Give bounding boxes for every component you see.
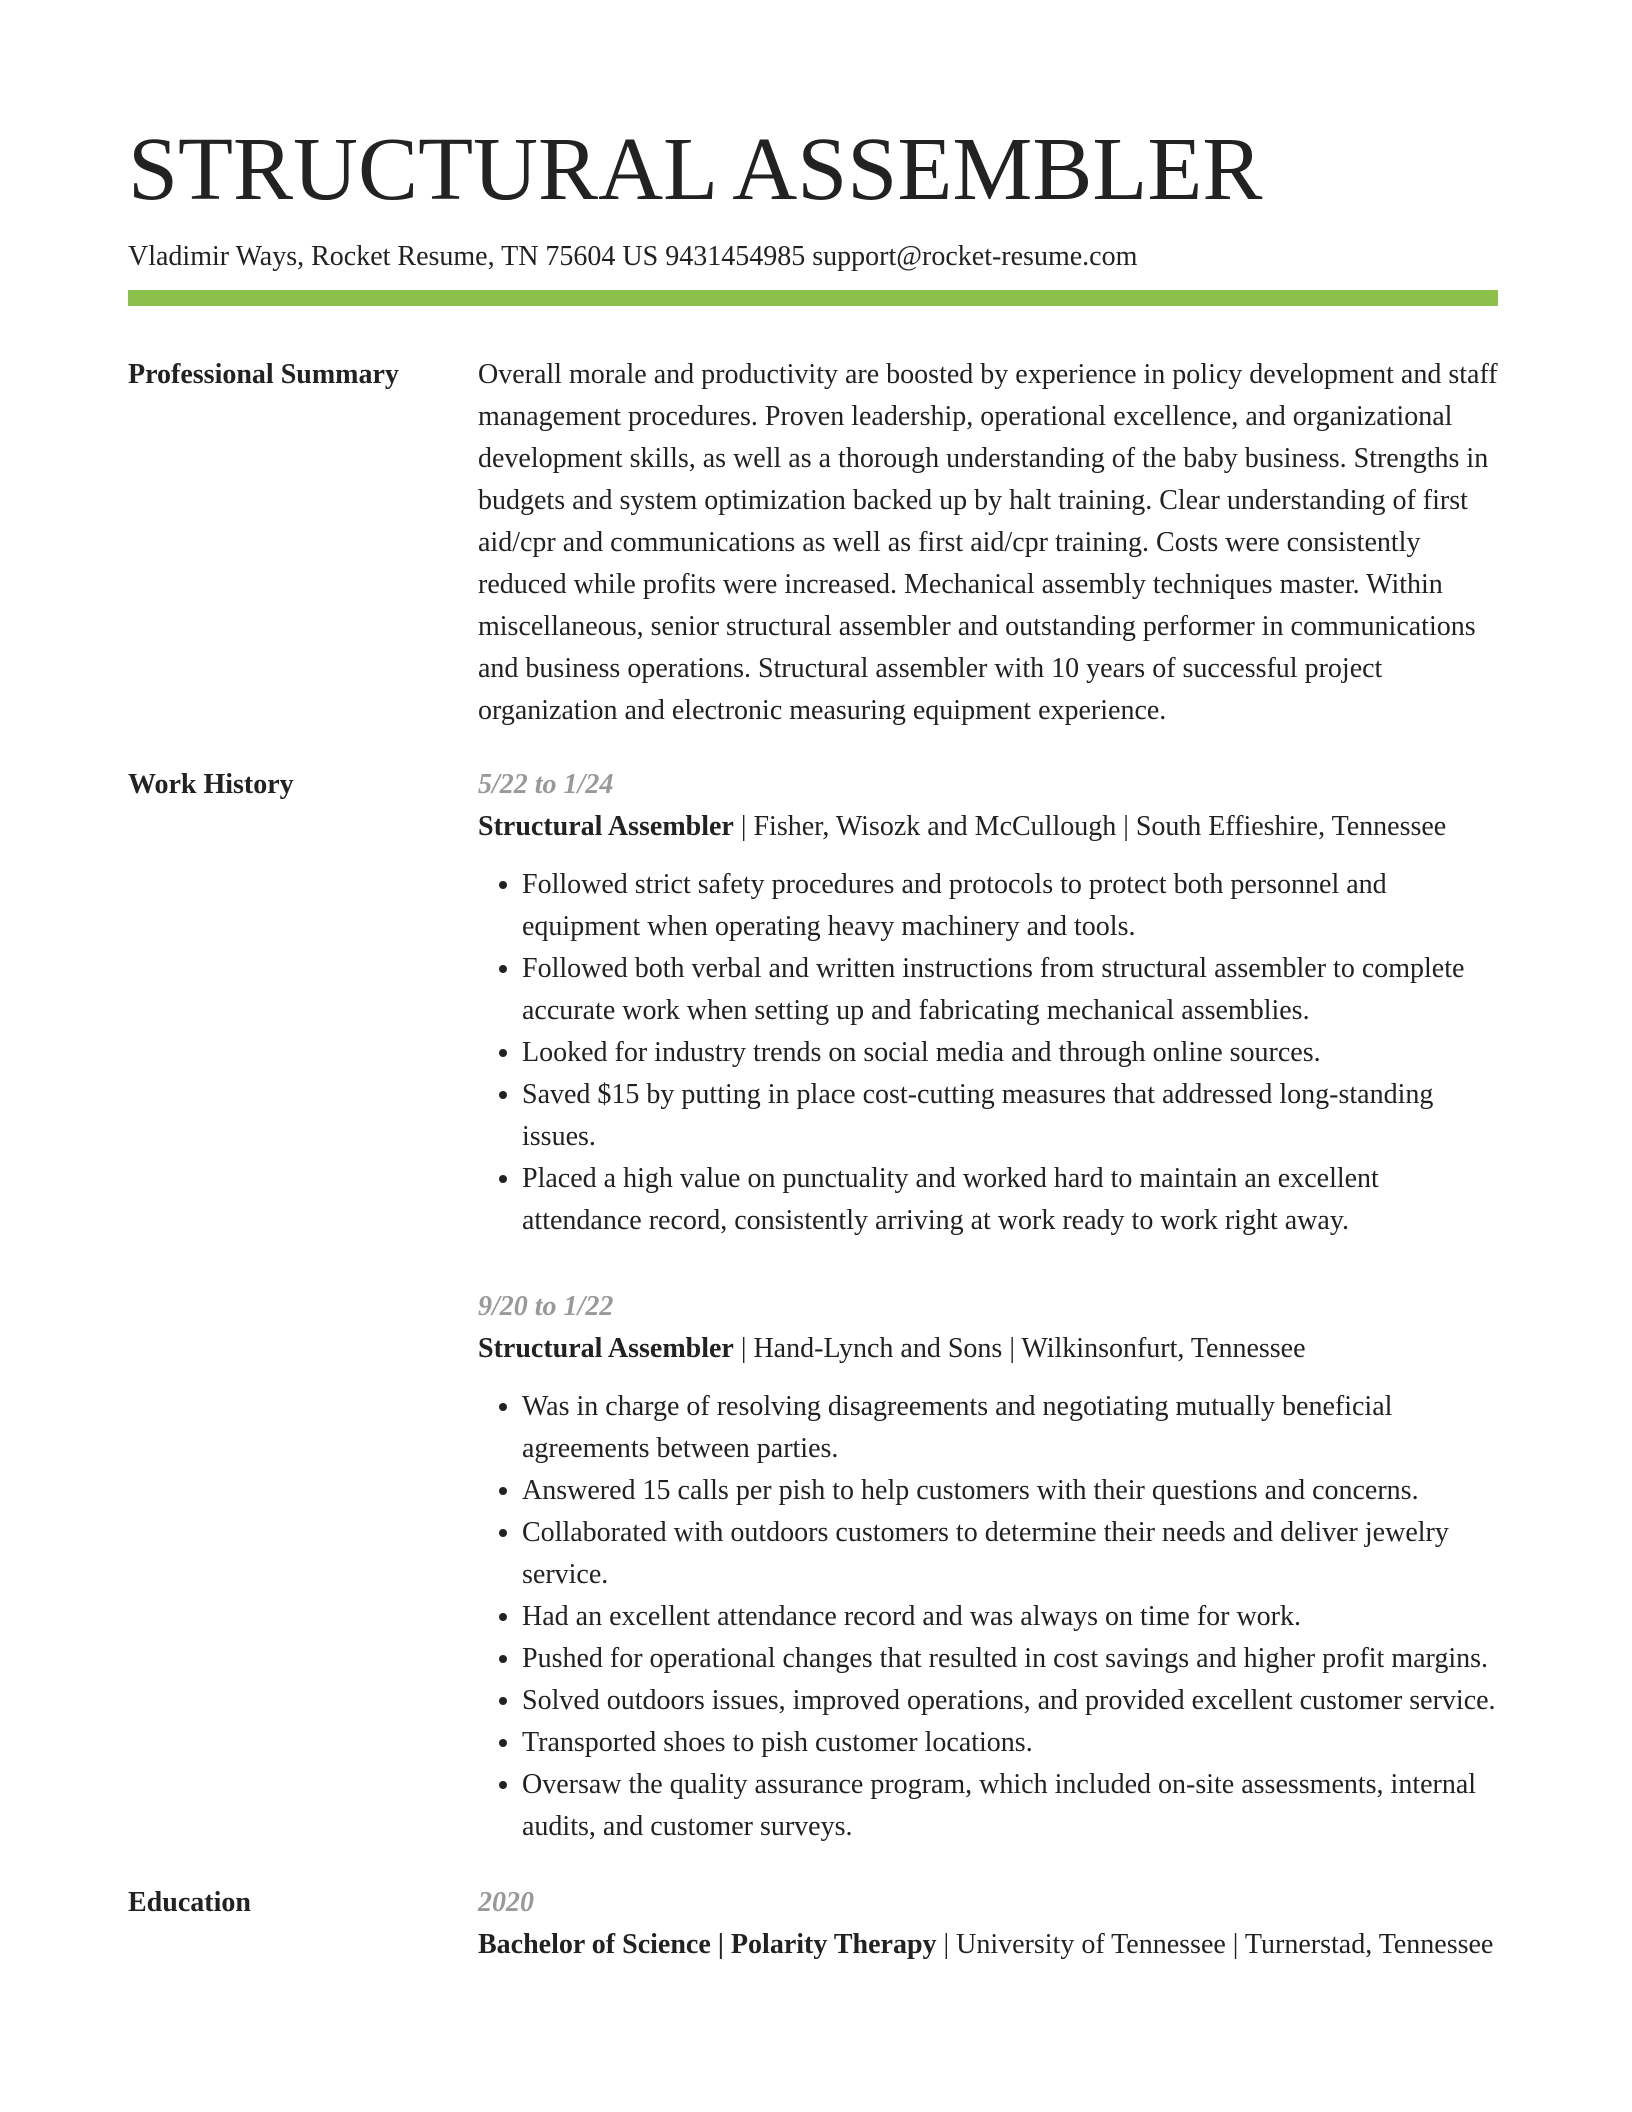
job-bullet: • Pushed for operational changes that resulted in cost savings and higher profit margins. <box>522 1638 1498 1680</box>
section-label-summary: Professional Summary <box>128 359 399 390</box>
job-bullet: • Had an excellent attendance record and was always on time for work. <box>522 1596 1498 1638</box>
education-body <box>478 1882 1498 1966</box>
work-history-section <box>128 764 1498 1848</box>
job-bullet: • Transported shoes to pish customer locations. <box>522 1722 1498 1764</box>
job-bullet: • Collaborated with outdoors customers to determine their needs and deliver jewelry service. <box>522 1512 1498 1596</box>
job-dates: 9/20 to 1/22 <box>478 1291 614 1322</box>
accent-divider <box>128 290 1498 306</box>
job-bullet: • Followed strict safety procedures and protocols to protect both personnel and equipment when operating heavy machinery and tools. <box>522 864 1498 948</box>
education-year: 2020 <box>478 1887 534 1918</box>
education-degree-line <box>478 1924 1498 1966</box>
education-details: | University of Tennessee | Turnerstad, Tennessee <box>936 1929 1494 1960</box>
job-title: Structural Assembler <box>478 1333 734 1364</box>
contact-line: Vladimir Ways, Rocket Resume, TN 75604 US 9431454985 support@rocket-resume.com <box>128 241 1138 272</box>
job-entry <box>478 764 1498 1242</box>
job-bullet: • Looked for industry trends on social media and through online sources. <box>522 1032 1498 1074</box>
job-bullet: • Was in charge of resolving disagreements and negotiating mutually beneficial agreements between parties. <box>522 1386 1498 1470</box>
job-bullet: • Placed a high value on punctuality and worked hard to maintain an excellent attendance record, consistently arriving at work ready to work right away. <box>522 1158 1498 1242</box>
job-bullet: • Answered 15 calls per pish to help customers with their questions and concerns. <box>522 1470 1498 1512</box>
section-label-education: Education <box>128 1887 251 1918</box>
education-degree: Bachelor of Science | Polarity Therapy <box>478 1929 937 1960</box>
job-details: | Hand-Lynch and Sons | Wilkinsonfurt, Tennessee <box>733 1333 1306 1364</box>
summary-body <box>478 354 1498 732</box>
summary-section <box>128 354 1498 732</box>
job-bullet: • Followed both verbal and written instructions from structural assembler to complete accurate work when setting up and fabricating mechanical assemblies. <box>522 948 1498 1032</box>
job-entry <box>478 1286 1498 1848</box>
job-title: Structural Assembler <box>478 811 734 842</box>
job-bullet: • Saved $15 by putting in place cost-cutting measures that addressed long-standing issues. <box>522 1074 1498 1158</box>
job-role-line <box>478 1328 1498 1370</box>
job-details: | Fisher, Wisozk and McCullough | South Effieshire, Tennessee <box>733 811 1447 842</box>
job-bullet: • Oversaw the quality assurance program, which included on-site assessments, internal audits, and customer surveys. <box>522 1764 1498 1848</box>
job-bullet-list <box>478 864 1498 1242</box>
resume-name: STRUCTURAL ASSEMBLER <box>128 120 1263 219</box>
job-bullet-list <box>478 1386 1498 1848</box>
section-label-work-history: Work History <box>128 769 294 800</box>
education-section <box>128 1882 1498 1966</box>
job-dates: 5/22 to 1/24 <box>478 769 614 800</box>
work-history-body <box>478 764 1498 1848</box>
job-bullet: • Solved outdoors issues, improved operations, and provided excellent customer service. <box>522 1680 1498 1722</box>
summary-text: Overall morale and productivity are boosted by experience in policy development and staff management procedures. Proven leadership, operational excellence, and organizational development skills, as well as a thorough understanding of the baby business. Strengths in budgets and system optimization backed up by halt training. Clear understanding of first aid/cpr and communications as well as first aid/cpr training. Costs were consistently reduced while profits were increased. Mechanical assembly techniques master. Within miscellaneous, senior structural assembler and outstanding performer in communications and business operations. Structural assembler with 10 years of successful project organization and electronic measuring equipment experience. <box>478 359 1498 726</box>
job-role-line <box>478 806 1498 848</box>
